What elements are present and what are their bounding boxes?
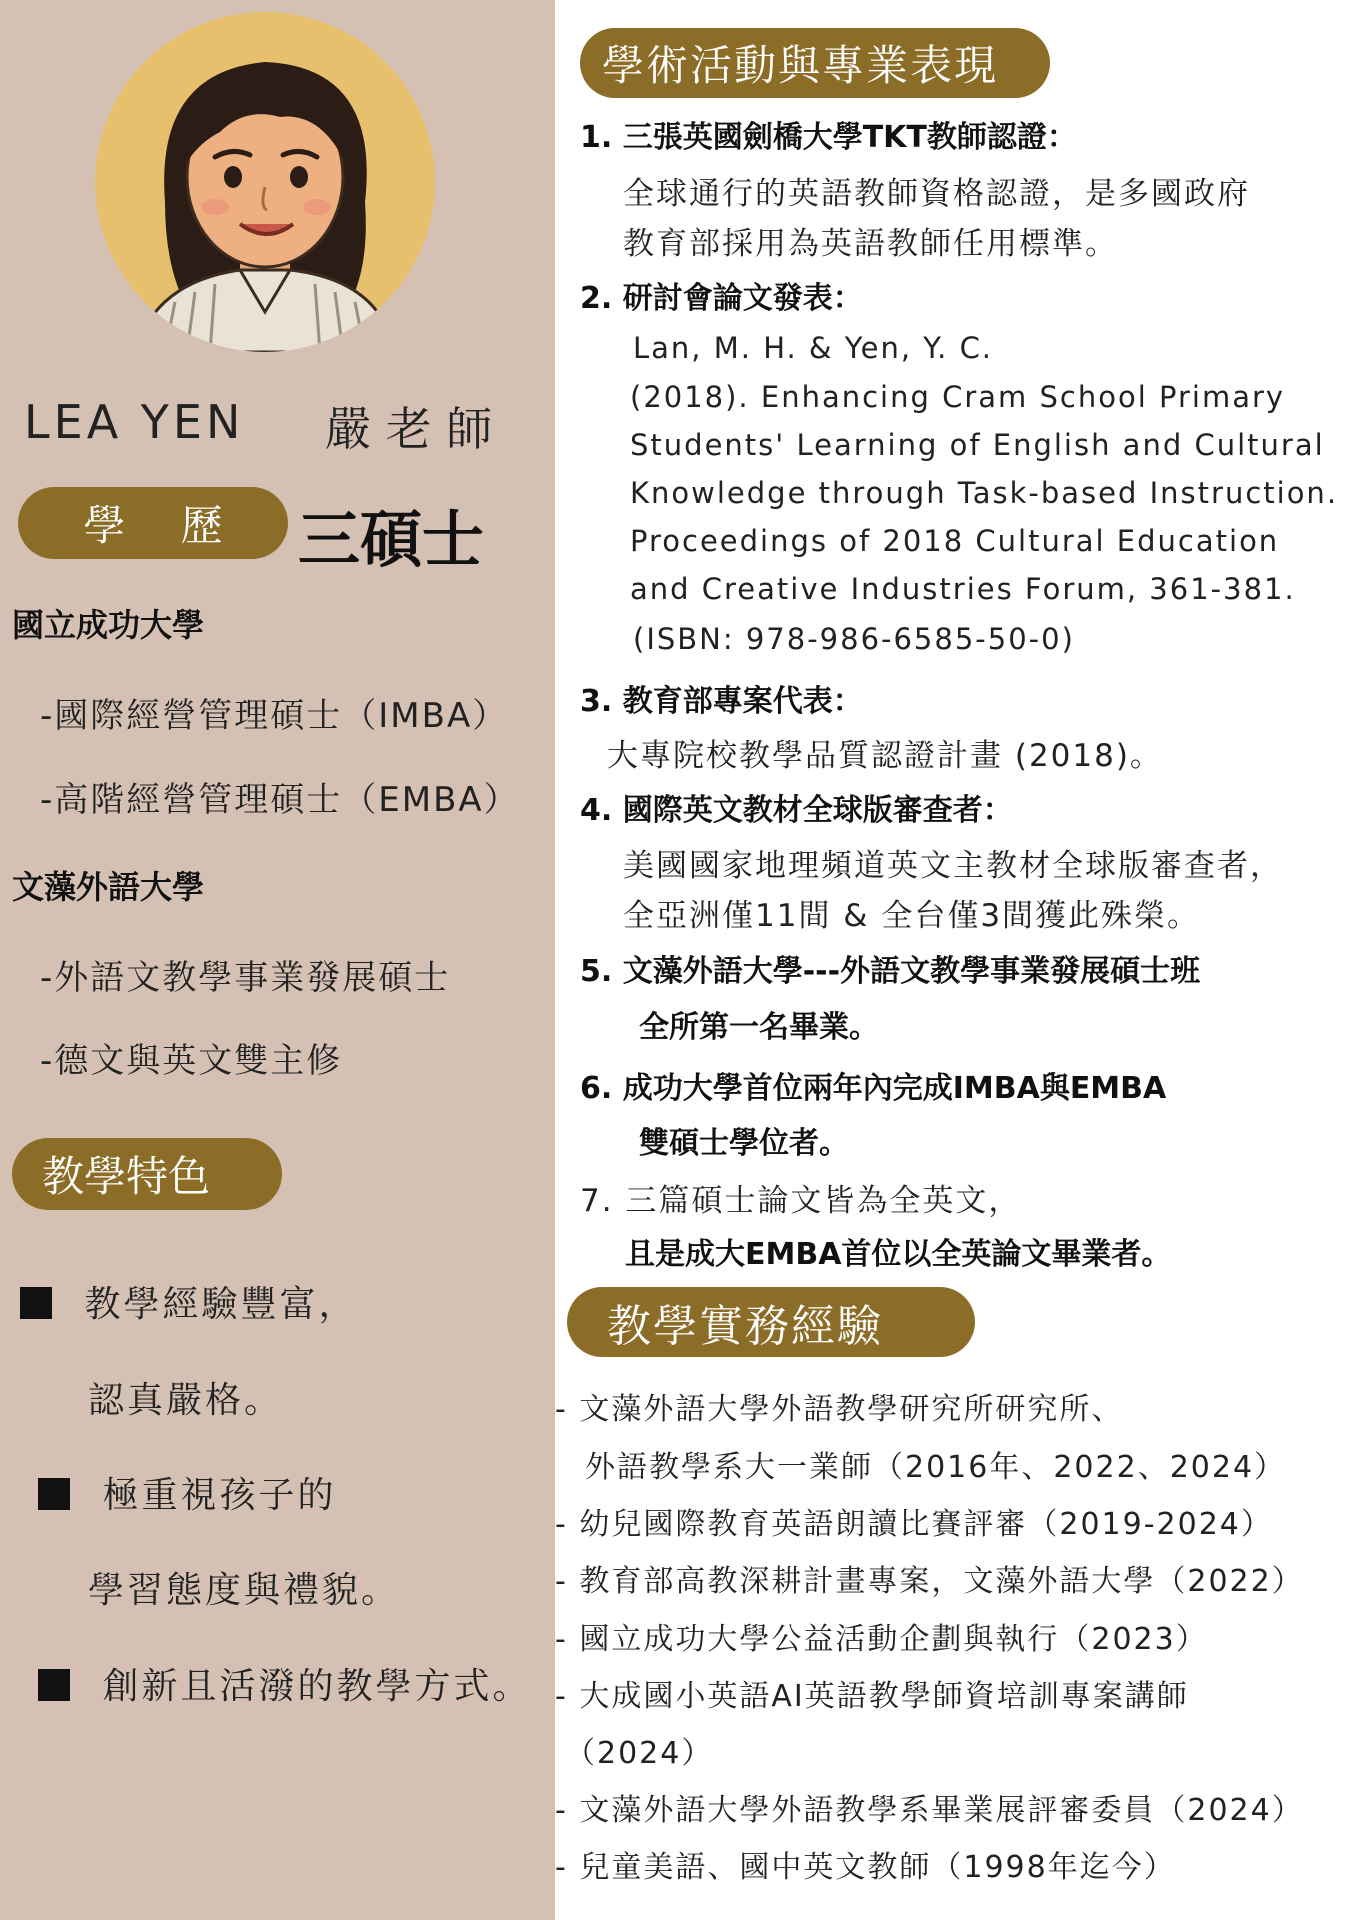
square-bullet-icon bbox=[20, 1287, 52, 1319]
academic-item-title: 6. 成功大學首位兩年內完成IMBA與EMBA bbox=[580, 1071, 1167, 1106]
academic-item-line: Lan, M. H. & Yen, Y. C. bbox=[633, 331, 994, 365]
teacher-name-en: LEA YEN bbox=[24, 395, 245, 449]
academic-item-line: 全亞洲僅11間 & 全台僅3間獲此殊榮。 bbox=[623, 898, 1201, 934]
square-bullet-icon bbox=[38, 1669, 70, 1701]
academic-item-line: (2018). Enhancing Cram School Primary bbox=[630, 380, 1286, 414]
teaching-features-heading-label: 教學特色 bbox=[42, 1152, 211, 1201]
academic-item-title: 5. 文藻外語大學---外語文教學事業發展碩士班 bbox=[580, 954, 1201, 989]
experience-item: - 文藻外語大學外語教學系畢業展評審委員（2024） bbox=[555, 1793, 1304, 1828]
academic-item-title: 1. 三張英國劍橋大學TKT教師認證： bbox=[580, 120, 1077, 155]
feature-item-continuation: 學習態度與禮貌。 bbox=[88, 1570, 401, 1611]
experience-heading-label: 教學實務經驗 bbox=[607, 1301, 883, 1352]
feature-item: 極重視孩子的 bbox=[38, 1467, 336, 1518]
program-item: -德文與英文雙主修 bbox=[40, 1041, 343, 1081]
experience-item: - 大成國小英語AI英語教學師資培訓專案講師 bbox=[555, 1679, 1189, 1714]
academic-item-title: 4. 國際英文教材全球版審查者： bbox=[580, 793, 1013, 828]
program-item: -國際經營管理碩士（IMBA） bbox=[40, 696, 509, 736]
academic-item-line: 全球通行的英語教師資格認證，是多國政府 bbox=[623, 176, 1250, 212]
experience-item: - 教育部高教深耕計畫專案，文藻外語大學（2022） bbox=[555, 1564, 1304, 1599]
avatar bbox=[95, 12, 435, 352]
academic-item-line: 雙碩士學位者。 bbox=[639, 1126, 849, 1161]
academic-item-line: 教育部採用為英語教師任用標準。 bbox=[623, 226, 1118, 262]
experience-item: - 國立成功大學公益活動企劃與執行（2023） bbox=[555, 1622, 1208, 1657]
program-item: -外語文教學事業發展碩士 bbox=[40, 958, 451, 998]
right-panel bbox=[555, 0, 1357, 1920]
experience-item: - 幼兒國際教育英語朗讀比賽評審（2019-2024） bbox=[555, 1507, 1273, 1542]
experience-heading bbox=[567, 1287, 975, 1357]
school-name: 國立成功大學 bbox=[12, 606, 205, 644]
program-item: -高階經營管理碩士（EMBA） bbox=[40, 780, 520, 820]
education-heading bbox=[18, 487, 288, 559]
academic-item-title: 3. 教育部專案代表： bbox=[580, 684, 863, 719]
academic-item-line: Students' Learning of English and Cultural bbox=[630, 428, 1325, 462]
academic-item-title: 7. 三篇碩士論文皆為全英文， bbox=[580, 1183, 1022, 1219]
experience-item: 外語教學系大一業師（2016年、2022、2024） bbox=[585, 1450, 1287, 1485]
academic-item-line: (ISBN: 978-986-6585-50-0) bbox=[633, 622, 1075, 656]
academic-item-line: 全所第一名畢業。 bbox=[639, 1010, 879, 1045]
education-heading-label: 學 歷 bbox=[83, 501, 223, 550]
school-name: 文藻外語大學 bbox=[12, 868, 205, 906]
experience-item: （2024） bbox=[565, 1736, 714, 1771]
academic-item-line: Proceedings of 2018 Cultural Education bbox=[630, 524, 1280, 558]
academic-item-line: 美國國家地理頻道英文主教材全球版審查者， bbox=[623, 848, 1283, 884]
academic-item-line: Knowledge through Task-based Instruction. bbox=[630, 476, 1339, 510]
portrait-illustration bbox=[95, 12, 435, 352]
feature-item: 創新且活潑的教學方式。 bbox=[38, 1658, 531, 1709]
left-panel bbox=[0, 0, 555, 1920]
academic-item-line: and Creative Industries Forum, 361-381. bbox=[630, 572, 1296, 606]
academic-item-line: 大專院校教學品質認證計畫 (2018)。 bbox=[607, 738, 1163, 774]
academic-item-title: 2. 研討會論文發表： bbox=[580, 281, 863, 316]
experience-item: - 文藻外語大學外語教學研究所研究所、 bbox=[555, 1392, 1124, 1427]
academic-heading bbox=[580, 28, 1050, 98]
academic-heading-label: 學術活動與專業表現 bbox=[602, 41, 999, 90]
degree-count: 三碩士 bbox=[298, 503, 485, 576]
feature-item: 教學經驗豐富， bbox=[20, 1276, 357, 1327]
feature-item-continuation: 認真嚴格。 bbox=[88, 1380, 284, 1421]
experience-item: - 兒童美語、國中英文教師（1998年迄今） bbox=[555, 1850, 1176, 1885]
teacher-name-zh: 嚴 老 師 bbox=[325, 402, 493, 456]
square-bullet-icon bbox=[38, 1478, 70, 1510]
academic-item-line: 且是成大EMBA首位以全英論文畢業者。 bbox=[625, 1237, 1172, 1272]
teaching-features-heading bbox=[12, 1138, 282, 1210]
